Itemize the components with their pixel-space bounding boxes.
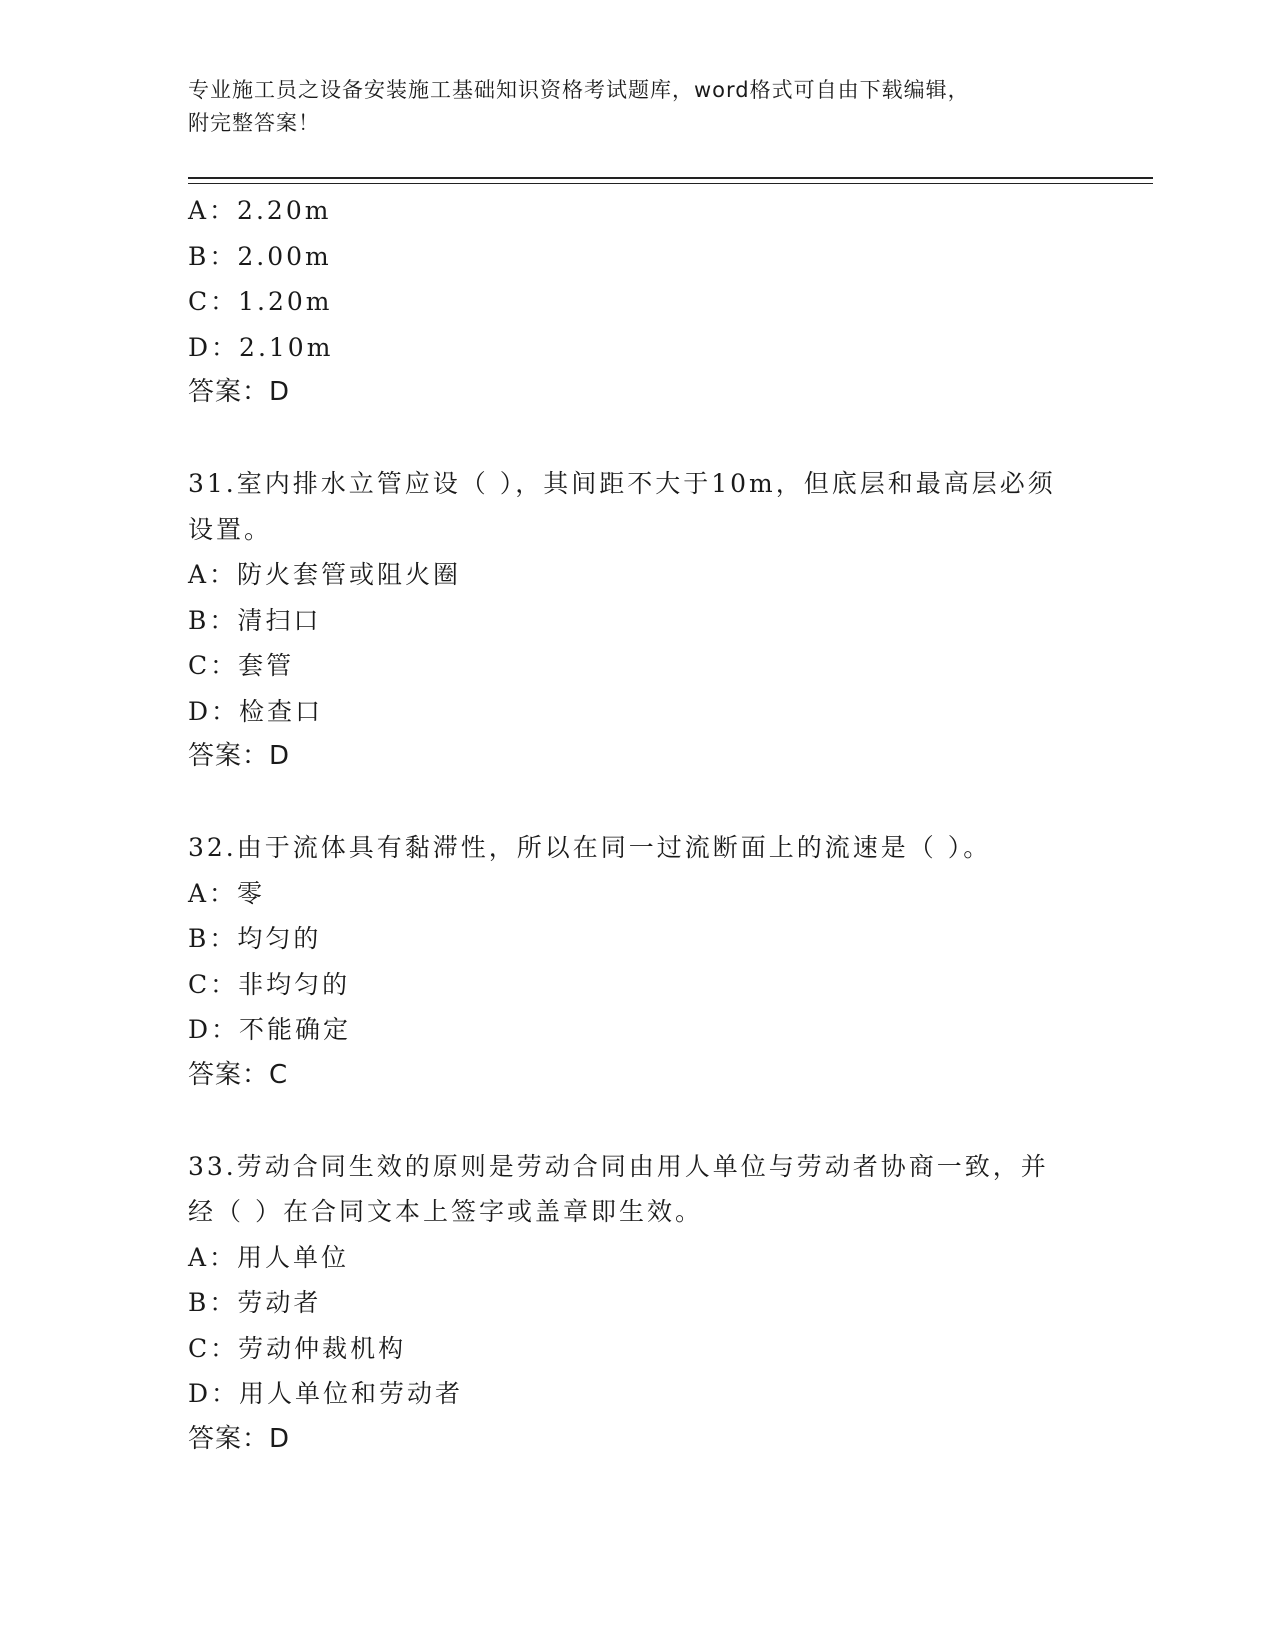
option-c: C：劳动仲裁机构 [188, 1333, 407, 1363]
option-b: B：2.00m [188, 241, 332, 271]
option-d: D：检查口 [188, 696, 324, 726]
question-stem-line-1: 31.室内排水立管应设（ ），其间距不大于10m，但底层和最高层必须 [188, 469, 1056, 498]
option-c: C：1.20m [188, 287, 333, 316]
option-c: C：套管 [188, 651, 295, 680]
question-32 [188, 825, 1088, 1098]
question-stem-line-1: 33.劳动合同生效的原则是劳动合同由用人单位与劳动者协商一致，并 [188, 1151, 1049, 1181]
option-d: D：不能确定 [188, 1015, 352, 1044]
header-line-1: 专业施工员之设备安装施工基础知识资格考试题库，word格式可自由下载编辑， [188, 78, 970, 102]
answer-line: 答案：D [188, 741, 291, 771]
header-divider-thick [188, 177, 1153, 179]
spacer [188, 1098, 1088, 1144]
spacer [188, 780, 1088, 826]
question-30 [188, 188, 1088, 416]
option-d: D：用人单位和劳动者 [188, 1379, 464, 1408]
option-a: A：零 [188, 878, 266, 908]
question-33 [188, 1144, 1088, 1463]
header-divider-thin [188, 183, 1153, 184]
header-line-2: 附完整答案！ [188, 111, 320, 135]
question-list [188, 188, 1088, 1462]
answer-line: 答案：D [188, 1423, 291, 1454]
option-a: A：用人单位 [188, 1242, 350, 1272]
option-c: C：非均匀的 [188, 969, 351, 999]
option-b: B：均匀的 [188, 924, 322, 953]
question-31 [188, 461, 1088, 780]
option-d: D：2.10m [188, 332, 334, 362]
answer-line: 答案：C [188, 1059, 289, 1090]
document-header [188, 74, 1088, 140]
question-stem-line-2: 设置。 [188, 514, 273, 544]
spacer [188, 416, 1088, 462]
answer-line: 答案：D [188, 377, 291, 407]
option-a: A：2.20m [188, 196, 332, 225]
question-stem-line-1: 32.由于流体具有黏滞性，所以在同一过流断面上的流速是（ ）。 [188, 833, 992, 862]
question-stem-line-2: 经（ ）在合同文本上签字或盖章即生效。 [188, 1197, 703, 1226]
option-b: B：清扫口 [188, 605, 322, 635]
option-a: A：防火套管或阻火圈 [188, 560, 462, 589]
option-b: B：劳动者 [188, 1288, 322, 1317]
